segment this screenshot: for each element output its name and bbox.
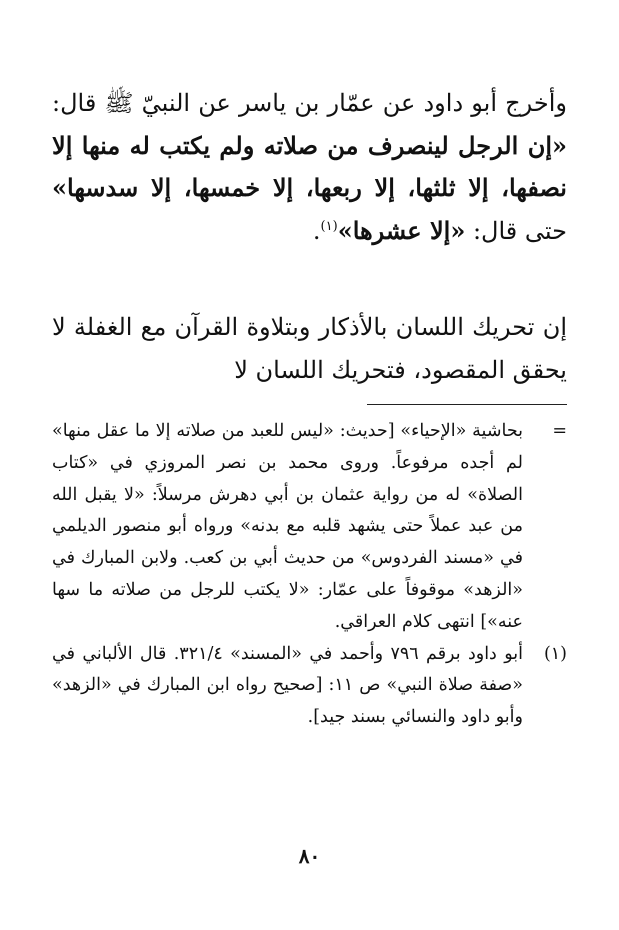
footnote-text: بحاشية «الإحياء» [حديث: «ليس للعبد من صلاته إلا ما عقل منها» لم أجده مرفوعاً. وروى محمد بن نصر المروزي في «كتاب الصلاة» له من رواية عثمان بن أبي دهرش مرسلاً: «لا يقبل الله من عبد عملاً حتى يشهد قلبه مع بدنه» ورواه أبو منصور الديلمي في «مسند الفردوس» من حديث أبي بن كعب. ولابن المبارك في «الزهد» موقوفاً على عمّار: «لا يكتب للرجل من صلاته ما سها عنه»] انتهى كلام العراقي. (52, 421, 523, 632)
hadith-quote: «إن الرجل لينصرف من صلاته ولم يكتب له منها إلا نصفها، إلا ثلثها، إلا ربعها، إلا خمسها، إلا سدسها» (52, 130, 567, 202)
paragraph-end: . (312, 216, 321, 245)
footnotes (52, 416, 567, 734)
footnote-marker: (١) (543, 643, 567, 664)
main-paragraph-2: إن تحريك اللسان بالأذكار وبتلاوة القرآن مع الغفلة لا يحقق المقصود، فتحريك اللسان لا (52, 313, 567, 384)
main-paragraph-hadith (52, 82, 567, 252)
footnote-divider (367, 404, 567, 405)
paragraph-intro: وأخرج أبو داود عن عمّار بن ياسر عن النبيّ ﷺ قال: (52, 89, 567, 117)
book-page (52, 0, 567, 930)
footnote-1 (52, 639, 567, 734)
footnote-marker: = (552, 421, 567, 441)
hadith-quote-end: «إلا عشرها» (337, 215, 466, 245)
paragraph-middle: حتى قال: (465, 216, 567, 245)
page-number: ٨٠ (298, 844, 321, 868)
footnote-continued (52, 416, 567, 639)
footnote-text: أبو داود برقم ٧٩٦ وأحمد في «المسند» ٣٢١/٤. قال الألباني في «صفة صلاة النبي» ص ١١: [صحيح رواه ابن المبارك في «الزهد» وأبو داود والنسائي بسند جيد]. (52, 643, 523, 728)
footnote-reference: (١) (320, 218, 338, 234)
